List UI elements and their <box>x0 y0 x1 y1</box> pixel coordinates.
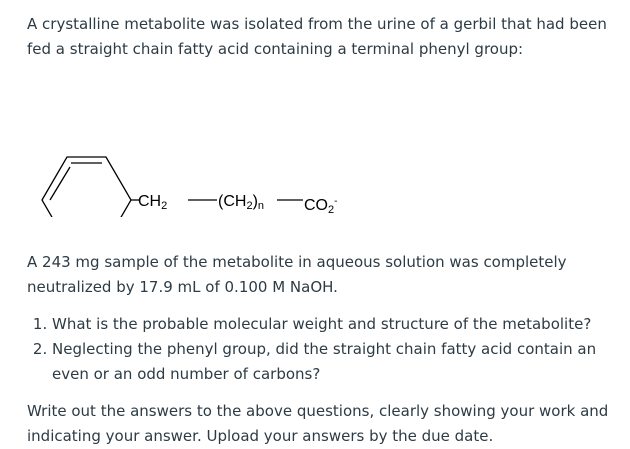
formula-co2 <box>304 189 337 223</box>
question-item: 2. Neglecting the phenyl group, did the straight chain fatty acid contain an even or an odd number of carbons? <box>52 337 612 387</box>
intro-text: A crystalline metabolite was isolated from the urine of a gerbil that had been fed a straight chain fatty acid containing a terminal phenyl group: <box>27 15 607 58</box>
question-list <box>27 312 612 387</box>
ch2-subscript: 2 <box>161 200 168 212</box>
formula-ch2n <box>218 189 264 219</box>
ch2-text: CH <box>138 193 162 210</box>
ch2n-close-text: ) <box>252 193 258 210</box>
co2-text: CO <box>304 197 328 214</box>
chemical-structure <box>27 62 612 217</box>
sample-text: A 243 mg sample of the metabolite in aqueous solution was completely neutralized by 17.9 mL of 0.100 M NaOH. <box>27 253 567 296</box>
question-item: 1. What is the probable molecular weight and structure of the metabolite? <box>52 312 612 337</box>
instructions-text: Write out the answers to the above questions, clearly showing your work and indicating your answer. Upload your answers by the due date. <box>27 402 609 445</box>
co2-subscript: 2 <box>328 204 335 216</box>
ch2n-subscript: 2 <box>246 200 253 212</box>
benzene-ring <box>42 157 131 217</box>
question-content <box>27 12 612 449</box>
formula-ch2 <box>138 189 167 219</box>
co2-charge: - <box>334 196 338 207</box>
double-bond-left <box>50 167 70 200</box>
n-subscript: n <box>257 200 265 212</box>
ch2n-open-text: (CH <box>218 193 247 210</box>
